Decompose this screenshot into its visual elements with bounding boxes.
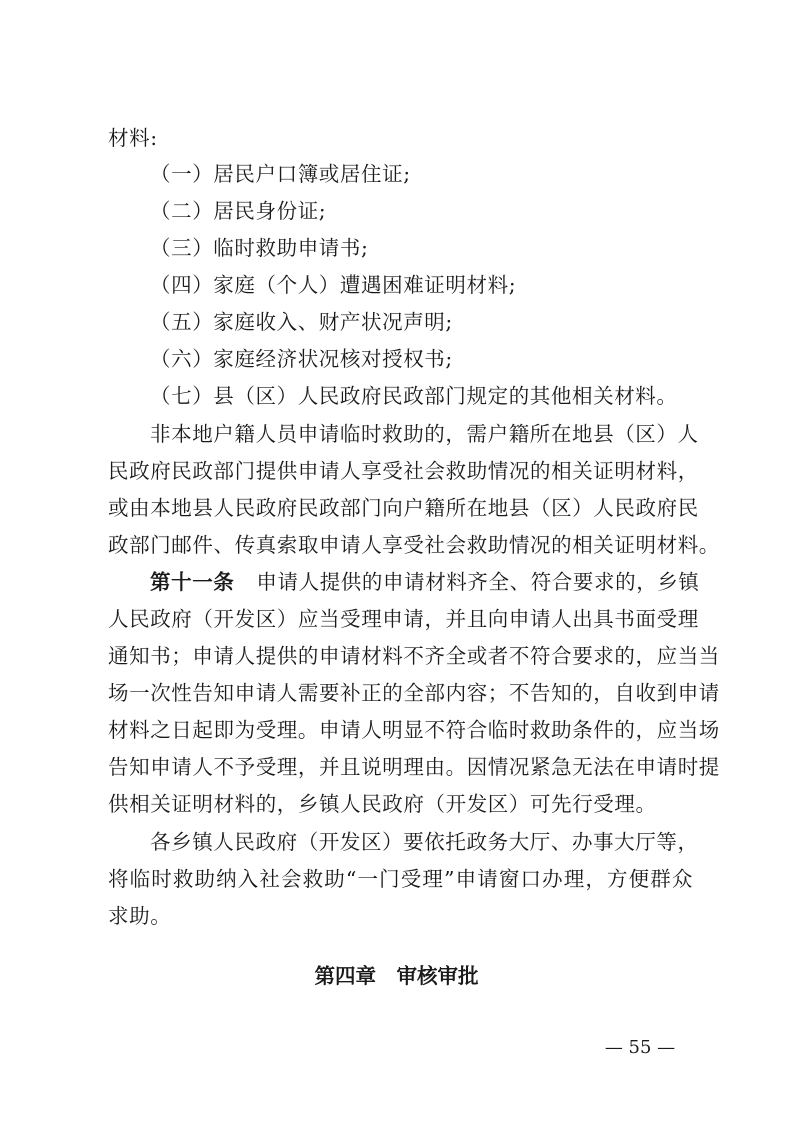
list-item: （二）居民身份证; — [150, 199, 327, 223]
text-line: 求助。 — [108, 904, 172, 928]
text-line: 通知书；申请人提供的申请材料不齐全或者不符合要求的，应当当 — [108, 644, 720, 668]
chapter-heading: 第四章 审核审批 — [314, 964, 479, 988]
text-line: 各乡镇人民政府（开发区）要依托政务大厅、办事大厅等， — [150, 830, 699, 854]
text-line: 将临时救助纳入社会救助“一门受理”申请窗口办理，方便群众 — [108, 867, 693, 891]
text-line: 申请人提供的申请材料齐全、符合要求的，乡镇 — [256, 570, 700, 594]
list-item: （四）家庭（个人）遭遇困难证明材料; — [150, 273, 517, 297]
text-line: 民政府民政部门提供申请人享受社会救助情况的相关证明材料， — [108, 459, 699, 483]
page-number: — 55 — — [604, 1037, 676, 1058]
list-item: （七）县（区）人民政府民政部门规定的其他相关材料。 — [150, 384, 678, 408]
text-line: 材料之日起即为受理。申请人明显不符合临时救助条件的，应当场 — [108, 718, 720, 742]
text-line: 政部门邮件、传真索取申请人享受社会救助情况的相关证明材料。 — [108, 533, 720, 557]
text-line: 非本地户籍人员申请临时救助的，需户籍所在地县（区）人 — [150, 422, 699, 446]
article-first-line — [150, 568, 700, 596]
list-item: （六）家庭经济状况核对授权书; — [150, 347, 453, 371]
list-item: （五）家庭收入、财产状况声明; — [150, 310, 453, 334]
text-line: 人民政府（开发区）应当受理申请，并且向申请人出具书面受理 — [108, 607, 699, 631]
text-line: 供相关证明材料的，乡镇人民政府（开发区）可先行受理。 — [108, 792, 657, 816]
text-line: 材料: — [108, 126, 158, 150]
list-item: （一）居民户口簿或居住证; — [150, 162, 411, 186]
list-item: （三）临时救助申请书; — [150, 236, 369, 260]
article-label: 第十一条 — [150, 570, 235, 594]
text-line: 告知申请人不予受理，并且说明理由。因情况紧急无法在申请时提 — [108, 755, 720, 779]
text-line: 或由本地县人民政府民政部门向户籍所在地县（区）人民政府民 — [108, 496, 699, 520]
text-line: 场一次性告知申请人需要补正的全部内容；不告知的，自收到申请 — [108, 681, 720, 705]
